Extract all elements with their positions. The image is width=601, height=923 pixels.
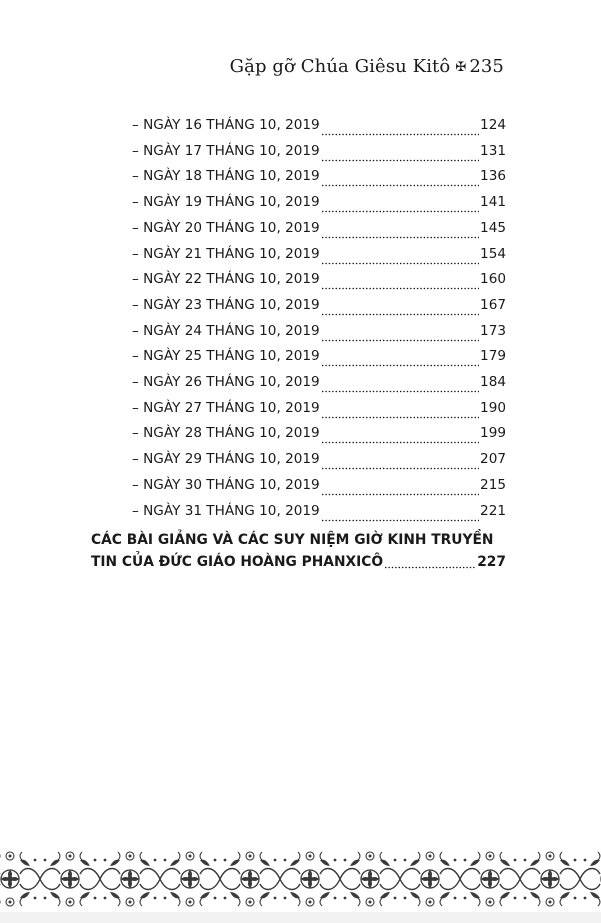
toc-entry [132,117,506,139]
toc-entry-label: – NGÀY 31 THÁNG 10, 2019 [132,502,320,519]
toc-entry-label: – NGÀY 18 THÁNG 10, 2019 [132,168,320,185]
toc-entry-page: 131 [480,142,506,159]
dot-leader [321,482,479,496]
dot-leader [321,276,479,290]
dot-leader [321,405,479,419]
dot-leader [321,353,479,367]
dot-leader [384,555,476,569]
toc-entry [132,246,506,268]
toc-entry [132,168,506,190]
toc-section-title-line1: CÁC BÀI GIẢNG VÀ CÁC SUY NIỆM GIỜ KINH TRUYỀN [91,532,494,548]
toc-entry-page: 141 [480,194,506,211]
toc-entry [132,220,506,242]
toc-entry [132,451,506,473]
toc-entry-label: – NGÀY 16 THÁNG 10, 2019 [132,117,320,133]
toc-entry [132,143,506,165]
dot-leader [321,430,479,444]
toc-entry-label: – NGÀY 26 THÁNG 10, 2019 [132,374,320,390]
toc-entry-label: – NGÀY 25 THÁNG 10, 2019 [132,348,320,365]
toc-entry-page: 145 [480,219,506,236]
toc-entry-page: 199 [480,425,506,442]
toc-entry-label: – NGÀY 24 THÁNG 10, 2019 [132,322,320,339]
toc-entry [132,271,506,293]
toc-entry [132,194,506,216]
page-number: 235 [469,56,504,77]
toc-entry [132,348,506,370]
dot-leader [321,173,479,187]
toc-section-title-line2: TIN CỦA ĐỨC GIÁO HOÀNG PHANXICÔ [91,554,384,570]
dot-leader [321,122,479,136]
toc-entry-page: 160 [480,271,506,288]
toc-entry-page: 136 [480,168,506,185]
toc-entry-label: – NGÀY 27 THÁNG 10, 2019 [132,399,320,416]
toc-entry-page: 184 [480,374,506,390]
toc-entry-label: – NGÀY 30 THÁNG 10, 2019 [132,476,320,493]
toc-entry-page: 154 [480,245,506,262]
floral-border-ornament-icon [0,848,601,910]
toc-entry-page: 173 [480,322,506,339]
page-bottom-strip [0,912,601,923]
toc-entry-label: – NGÀY 28 THÁNG 10, 2019 [132,425,320,442]
dot-leader [321,199,479,213]
toc-entry [132,297,506,319]
toc-entry-label: – NGÀY 29 THÁNG 10, 2019 [132,451,320,468]
toc-entry-page: 215 [480,476,506,493]
dot-leader [321,379,479,393]
running-head [230,56,504,77]
toc-entry-page: 190 [480,399,506,416]
cross-icon: ✠ [455,60,467,75]
dot-leader [321,302,479,316]
toc-entry [132,374,506,396]
toc-entry-label: – NGÀY 23 THÁNG 10, 2019 [132,296,320,313]
dot-leader [321,456,479,470]
toc-entry-label: – NGÀY 21 THÁNG 10, 2019 [132,245,320,262]
toc-entry-label: – NGÀY 19 THÁNG 10, 2019 [132,194,320,211]
toc-section-title-line2-row [91,551,506,573]
toc-entry-page: 124 [480,117,506,133]
toc-entry [132,323,506,345]
dot-leader [321,251,479,265]
toc-entry-label: – NGÀY 20 THÁNG 10, 2019 [132,219,320,236]
toc-entry-page: 167 [480,296,506,313]
toc-entry [132,400,506,422]
toc-section-page: 227 [477,554,506,570]
running-title: Gặp gỡ Chúa Giêsu Kitô [229,56,451,77]
toc-entry-label: – NGÀY 17 THÁNG 10, 2019 [132,142,320,159]
toc-entry [132,477,506,499]
dot-leader [321,225,479,239]
toc-entry-page: 207 [480,451,506,468]
toc-entry-page: 221 [480,502,506,519]
toc-entry [132,425,506,447]
toc-section-entry [91,529,506,573]
toc-entry-label: – NGÀY 22 THÁNG 10, 2019 [132,271,320,288]
dot-leader [321,328,479,342]
dot-leader [321,508,479,522]
dot-leader [321,148,479,162]
toc-entry-page: 179 [480,348,506,365]
toc-entry [132,503,506,525]
